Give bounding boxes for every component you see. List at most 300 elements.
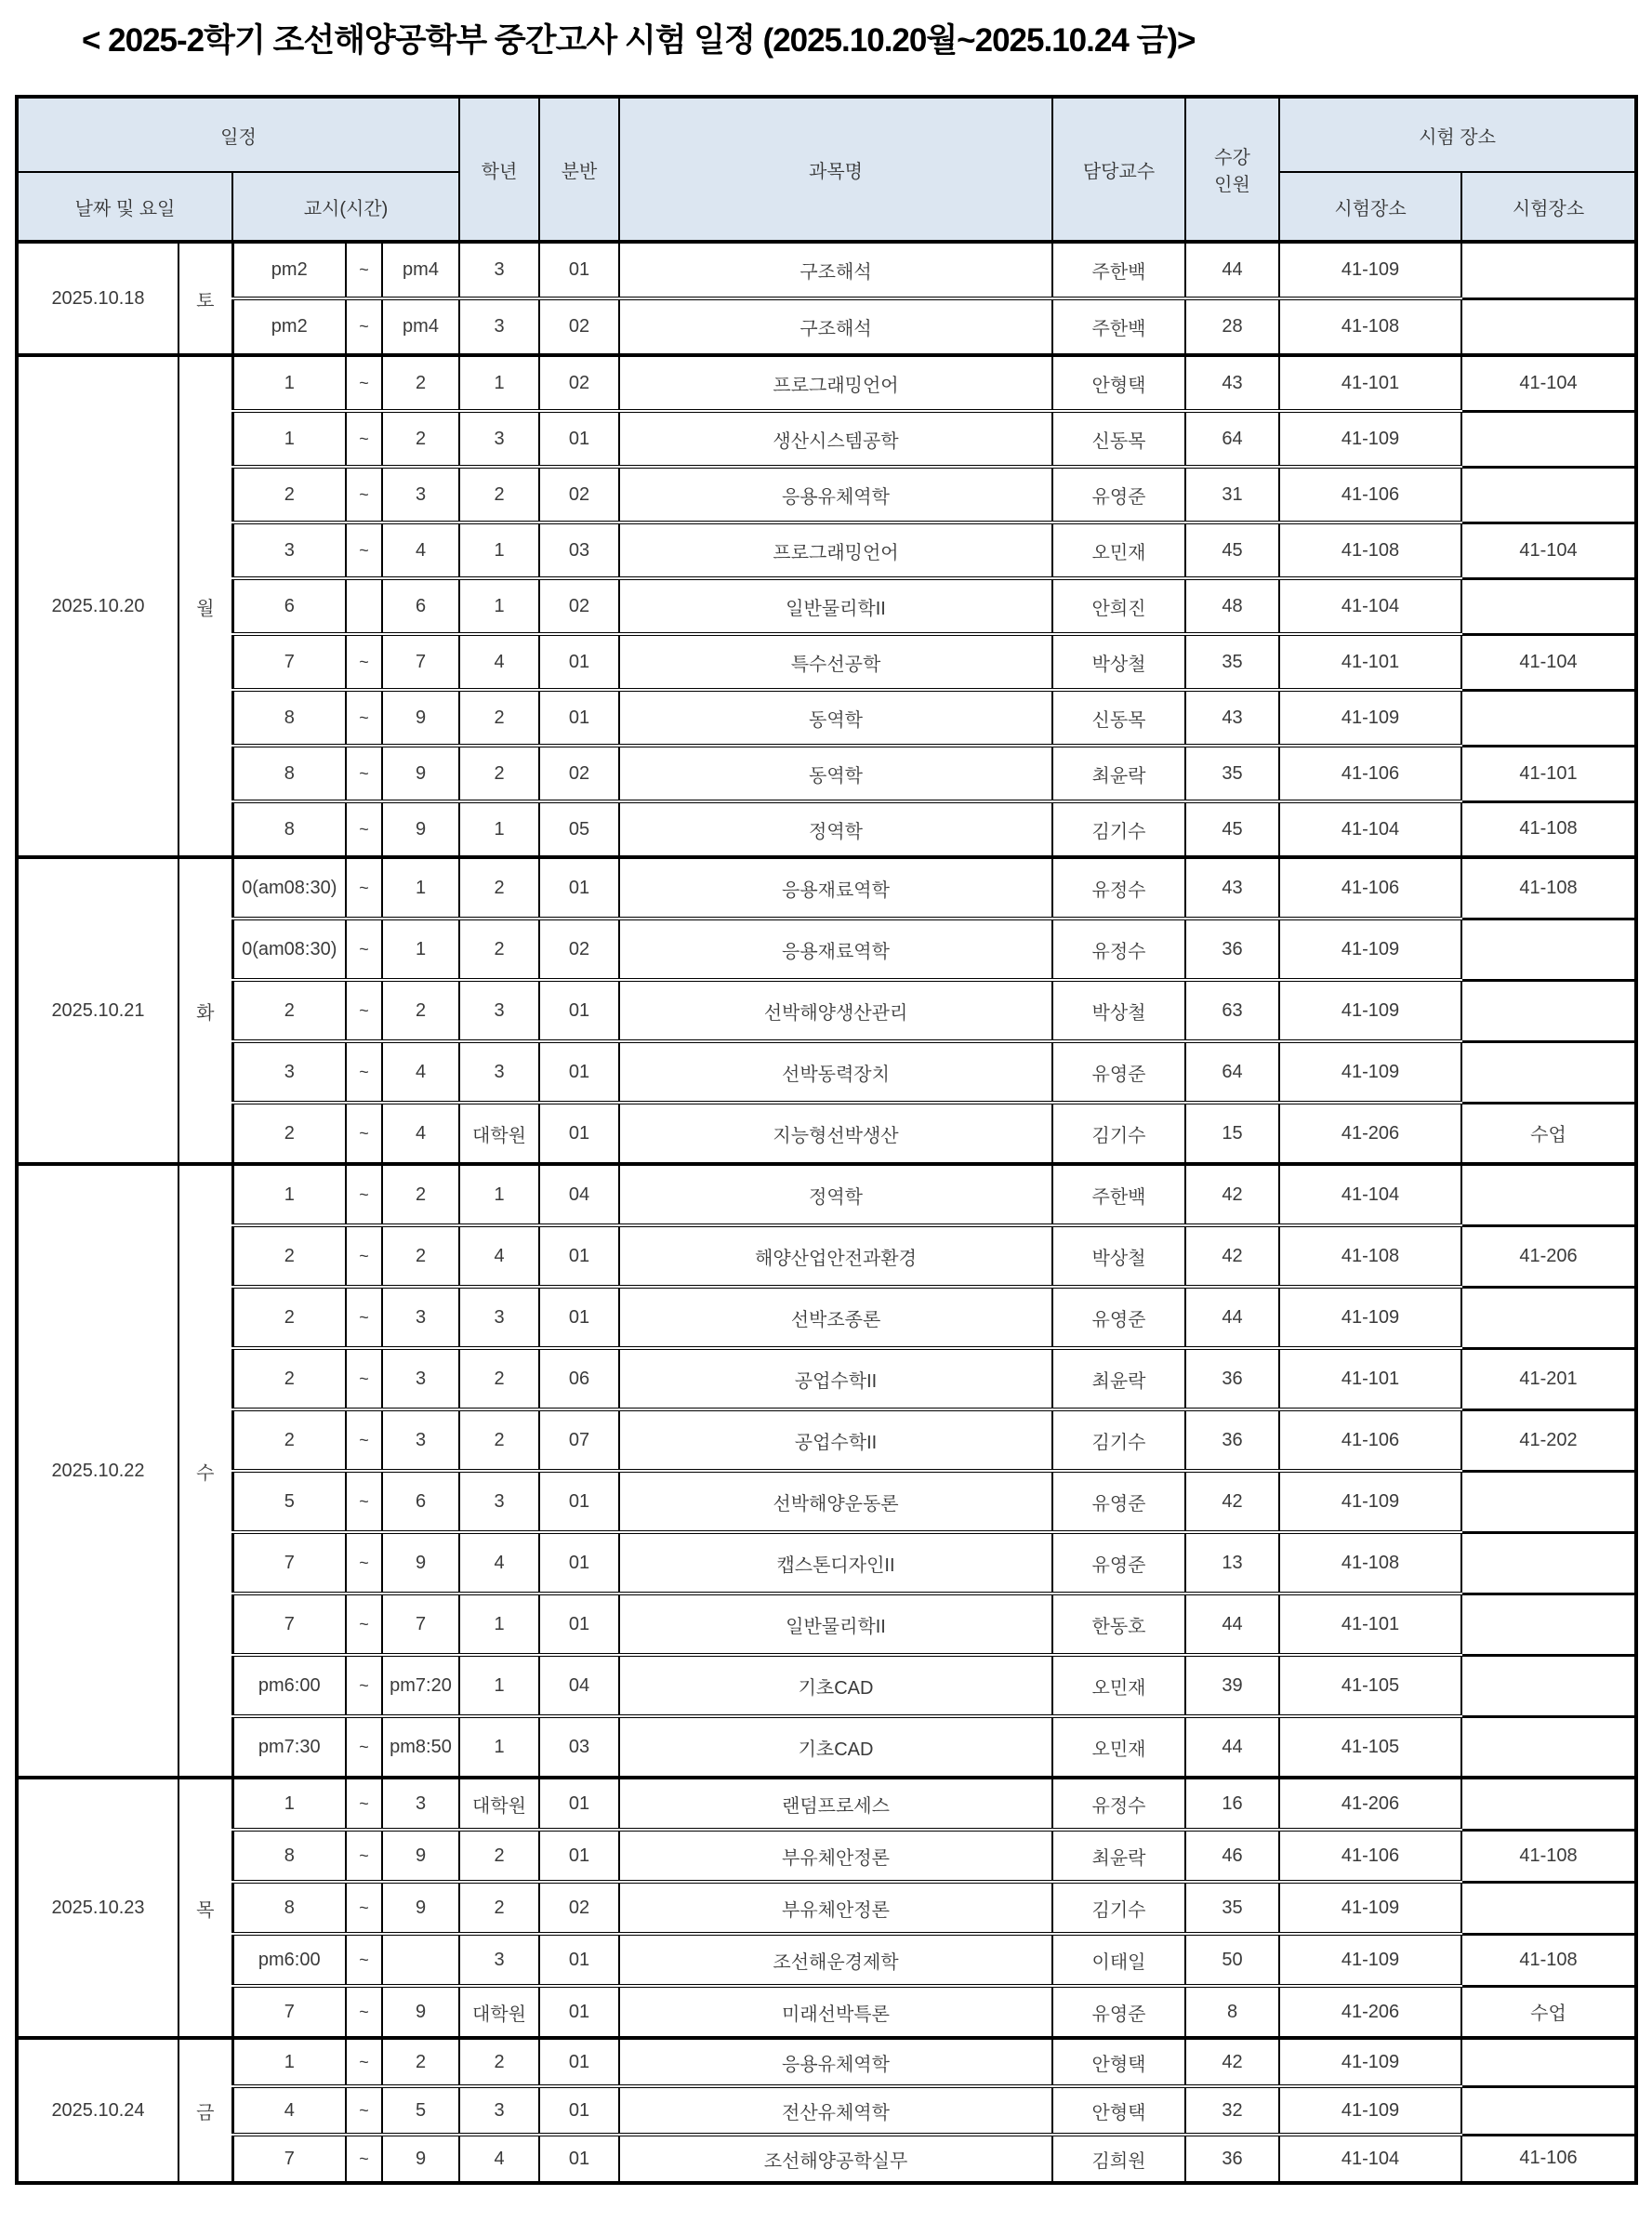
grade-cell: 2 [459,1830,539,1882]
room2-cell: 41-101 [1461,746,1636,801]
course-cell: 선박조종론 [619,1287,1052,1348]
period-end-cell: 9 [382,1532,459,1594]
section-cell: 04 [539,1655,619,1716]
date-cell: 2025.10.18 [17,242,178,355]
period-start-cell: 7 [232,1594,346,1655]
enrollment-cell: 16 [1185,1778,1279,1830]
grade-cell: 2 [459,919,539,980]
course-cell: 지능형선박생산 [619,1103,1052,1164]
course-cell: 동역학 [619,690,1052,746]
grade-cell: 3 [459,1287,539,1348]
section-cell: 01 [539,1934,619,1986]
period-end-cell: 9 [382,1986,459,2038]
enrollment-cell: 35 [1185,746,1279,801]
professor-cell: 신동목 [1052,690,1185,746]
tilde-cell: ~ [346,1882,382,1934]
period-end-cell: pm7:20 [382,1655,459,1716]
enrollment-cell: 45 [1185,801,1279,857]
period-end-cell: 6 [382,1471,459,1532]
room1-cell: 41-106 [1279,746,1461,801]
section-cell: 03 [539,522,619,578]
tilde-cell: ~ [346,1986,382,2038]
room2-cell [1461,298,1636,355]
tilde-cell: ~ [346,1830,382,1882]
tilde-cell: ~ [346,746,382,801]
table-row [17,1287,1636,1348]
enrollment-cell: 13 [1185,1532,1279,1594]
room1-cell: 41-101 [1279,355,1461,411]
enrollment-cell: 50 [1185,1934,1279,1986]
enrollment-cell: 44 [1185,1716,1279,1778]
table-row [17,1532,1636,1594]
room1-cell: 41-101 [1279,1348,1461,1409]
section-cell: 02 [539,1882,619,1934]
period-start-cell: 4 [232,2086,346,2135]
professor-cell: 박상철 [1052,634,1185,690]
period-start-cell: 6 [232,578,346,634]
table-row [17,1655,1636,1716]
course-cell: 미래선박특론 [619,1986,1052,2038]
period-end-cell: pm4 [382,242,459,298]
table-row [17,411,1636,467]
day-cell: 목 [178,1778,232,2038]
table-row [17,355,1636,411]
room1-cell: 41-109 [1279,919,1461,980]
period-end-cell: 9 [382,1882,459,1934]
room1-cell: 41-105 [1279,1655,1461,1716]
tilde-cell: ~ [346,1655,382,1716]
table-row [17,1830,1636,1882]
room1-cell: 41-109 [1279,242,1461,298]
tilde-cell: ~ [346,980,382,1041]
period-end-cell: 9 [382,1830,459,1882]
tilde-cell: ~ [346,1471,382,1532]
table-row [17,1409,1636,1471]
section-cell: 01 [539,857,619,919]
course-cell: 프로그래밍언어 [619,355,1052,411]
room2-cell: 41-108 [1461,801,1636,857]
grade-cell: 2 [459,1882,539,1934]
enrollment-cell: 35 [1185,1882,1279,1934]
grade-cell: 3 [459,1471,539,1532]
header-course: 과목명 [619,97,1052,242]
period-start-cell: 0(am08:30) [232,857,346,919]
period-start-cell: 2 [232,1287,346,1348]
period-end-cell: 2 [382,1164,459,1225]
tilde-cell: ~ [346,2038,382,2086]
course-cell: 기초CAD [619,1716,1052,1778]
professor-cell: 김기수 [1052,1409,1185,1471]
period-start-cell: 1 [232,1164,346,1225]
enrollment-cell: 8 [1185,1986,1279,2038]
grade-cell: 대학원 [459,1778,539,1830]
tilde-cell: ~ [346,522,382,578]
period-start-cell: 2 [232,1103,346,1164]
table-row [17,919,1636,980]
table-body [17,242,1636,2183]
section-cell: 01 [539,980,619,1041]
enrollment-cell: 32 [1185,2086,1279,2135]
room2-cell [1461,1594,1636,1655]
tilde-cell: ~ [346,2135,382,2183]
table-row [17,1164,1636,1225]
room2-cell [1461,1655,1636,1716]
period-start-cell: 2 [232,980,346,1041]
enrollment-cell: 42 [1185,1471,1279,1532]
room1-cell: 41-105 [1279,1716,1461,1778]
period-start-cell: 8 [232,801,346,857]
tilde-cell: ~ [346,242,382,298]
enrollment-cell: 64 [1185,1041,1279,1103]
tilde-cell: ~ [346,919,382,980]
period-end-cell: 7 [382,1594,459,1655]
enrollment-cell: 31 [1185,467,1279,522]
course-cell: 생산시스템공학 [619,411,1052,467]
course-cell: 특수선공학 [619,634,1052,690]
grade-cell: 4 [459,1225,539,1287]
course-cell: 조선해운경제학 [619,1934,1052,1986]
grade-cell: 2 [459,746,539,801]
table-row [17,1471,1636,1532]
course-cell: 조선해양공학실무 [619,2135,1052,2183]
professor-cell: 유영준 [1052,1041,1185,1103]
professor-cell: 한동호 [1052,1594,1185,1655]
grade-cell: 대학원 [459,1986,539,2038]
tilde-cell: ~ [346,857,382,919]
room1-cell: 41-206 [1279,1986,1461,2038]
period-end-cell: 2 [382,411,459,467]
table-row [17,578,1636,634]
professor-cell: 이태일 [1052,1934,1185,1986]
course-cell: 해양산업안전과환경 [619,1225,1052,1287]
table-row [17,690,1636,746]
period-start-cell: pm2 [232,298,346,355]
table-row [17,1041,1636,1103]
table-row [17,980,1636,1041]
date-cell: 2025.10.23 [17,1778,178,2038]
exam-schedule-table [15,95,1638,2185]
tilde-cell: ~ [346,1348,382,1409]
room2-cell [1461,1716,1636,1778]
table-row [17,634,1636,690]
period-start-cell: pm7:30 [232,1716,346,1778]
room2-cell [1461,2038,1636,2086]
professor-cell: 유정수 [1052,857,1185,919]
table-row [17,801,1636,857]
period-start-cell: 1 [232,1778,346,1830]
room1-cell: 41-109 [1279,2086,1461,2135]
tilde-cell: ~ [346,1225,382,1287]
grade-cell: 1 [459,1164,539,1225]
header-date-day: 날짜 및 요일 [17,172,232,242]
period-start-cell: pm6:00 [232,1934,346,1986]
enrollment-cell: 48 [1185,578,1279,634]
section-cell: 01 [539,1471,619,1532]
course-cell: 부유체안정론 [619,1882,1052,1934]
course-cell: 공업수학II [619,1348,1052,1409]
professor-cell: 유영준 [1052,1532,1185,1594]
room2-cell [1461,1041,1636,1103]
section-cell: 02 [539,919,619,980]
section-cell: 01 [539,1594,619,1655]
room1-cell: 41-106 [1279,1409,1461,1471]
professor-cell: 유영준 [1052,1986,1185,2038]
room2-cell: 41-104 [1461,522,1636,578]
professor-cell: 오민재 [1052,1655,1185,1716]
room1-cell: 41-108 [1279,1532,1461,1594]
section-cell: 06 [539,1348,619,1409]
header-section: 분반 [539,97,619,242]
course-cell: 랜덤프로세스 [619,1778,1052,1830]
header-schedule: 일정 [17,97,459,172]
professor-cell: 박상철 [1052,1225,1185,1287]
course-cell: 선박해양생산관리 [619,980,1052,1041]
room1-cell: 41-108 [1279,1225,1461,1287]
room2-cell: 41-206 [1461,1225,1636,1287]
professor-cell: 유정수 [1052,919,1185,980]
room1-cell: 41-104 [1279,2135,1461,2183]
professor-cell: 신동목 [1052,411,1185,467]
section-cell: 05 [539,801,619,857]
grade-cell: 1 [459,522,539,578]
room1-cell: 41-108 [1279,522,1461,578]
date-cell: 2025.10.22 [17,1164,178,1778]
course-cell: 프로그래밍언어 [619,522,1052,578]
course-cell: 선박동력장치 [619,1041,1052,1103]
grade-cell: 2 [459,1409,539,1471]
grade-cell: 2 [459,1348,539,1409]
room2-cell [1461,980,1636,1041]
table-header [17,97,1636,242]
room1-cell: 41-206 [1279,1103,1461,1164]
grade-cell: 4 [459,1532,539,1594]
room2-cell: 41-104 [1461,355,1636,411]
period-start-cell: 8 [232,690,346,746]
period-start-cell: 5 [232,1471,346,1532]
grade-cell: 1 [459,801,539,857]
section-cell: 01 [539,1778,619,1830]
course-cell: 기초CAD [619,1655,1052,1716]
room2-cell: 수업 [1461,1103,1636,1164]
course-cell: 응용재료역학 [619,919,1052,980]
professor-cell: 유영준 [1052,1471,1185,1532]
professor-cell: 박상철 [1052,980,1185,1041]
room2-cell [1461,1471,1636,1532]
room1-cell: 41-109 [1279,1471,1461,1532]
table-row [17,1594,1636,1655]
room1-cell: 41-109 [1279,1934,1461,1986]
header-professor: 담당교수 [1052,97,1185,242]
professor-cell: 김기수 [1052,801,1185,857]
tilde-cell: ~ [346,467,382,522]
professor-cell: 안형택 [1052,355,1185,411]
grade-cell: 2 [459,2038,539,2086]
professor-cell: 주한백 [1052,242,1185,298]
enrollment-cell: 42 [1185,2038,1279,2086]
room2-cell: 41-106 [1461,2135,1636,2183]
day-cell: 수 [178,1164,232,1778]
room2-cell [1461,690,1636,746]
period-start-cell: 0(am08:30) [232,919,346,980]
section-cell: 02 [539,578,619,634]
enrollment-cell: 42 [1185,1225,1279,1287]
professor-cell: 안형택 [1052,2038,1185,2086]
tilde-cell: ~ [346,1934,382,1986]
room1-cell: 41-104 [1279,1164,1461,1225]
section-cell: 02 [539,467,619,522]
section-cell: 04 [539,1164,619,1225]
tilde-cell: ~ [346,1716,382,1778]
grade-cell: 1 [459,1594,539,1655]
period-end-cell: 3 [382,1409,459,1471]
room2-cell [1461,1164,1636,1225]
header-enrollment [1185,97,1279,242]
course-cell: 선박해양운동론 [619,1471,1052,1532]
period-end-cell: 3 [382,1778,459,1830]
header-grade: 학년 [459,97,539,242]
course-cell: 응용재료역학 [619,857,1052,919]
enrollment-cell: 28 [1185,298,1279,355]
grade-cell: 3 [459,2086,539,2135]
period-end-cell: pm4 [382,298,459,355]
enrollment-cell: 35 [1185,634,1279,690]
section-cell: 01 [539,2086,619,2135]
room1-cell: 41-101 [1279,1594,1461,1655]
room2-cell: 41-108 [1461,1830,1636,1882]
period-end-cell: 6 [382,578,459,634]
enrollment-cell: 36 [1185,2135,1279,2183]
room1-cell: 41-109 [1279,690,1461,746]
enrollment-cell: 44 [1185,242,1279,298]
room1-cell: 41-109 [1279,1882,1461,1934]
period-end-cell: 1 [382,919,459,980]
table-row [17,522,1636,578]
header-enrollment-line1: 수강 [1214,148,1250,168]
section-cell: 02 [539,746,619,801]
header-exam-location-1: 시험장소 [1279,172,1461,242]
period-end-cell: 2 [382,980,459,1041]
period-end-cell: 2 [382,1225,459,1287]
section-cell: 01 [539,690,619,746]
room1-cell: 41-104 [1279,801,1461,857]
course-cell: 일반물리학II [619,578,1052,634]
tilde-cell: ~ [346,1287,382,1348]
professor-cell: 김희원 [1052,2135,1185,2183]
tilde-cell: ~ [346,1164,382,1225]
day-cell: 화 [178,857,232,1164]
professor-cell: 최윤락 [1052,746,1185,801]
tilde-cell: ~ [346,1103,382,1164]
header-exam-location-group: 시험 장소 [1279,97,1636,172]
room1-cell: 41-109 [1279,411,1461,467]
day-cell: 토 [178,242,232,355]
course-cell: 응용유체역학 [619,2038,1052,2086]
period-end-cell: 9 [382,690,459,746]
header-row-1 [17,97,1636,172]
period-end-cell: 1 [382,857,459,919]
room2-cell: 수업 [1461,1986,1636,2038]
period-start-cell: 8 [232,1882,346,1934]
period-end-cell: 9 [382,746,459,801]
section-cell: 01 [539,1287,619,1348]
course-cell: 구조해석 [619,242,1052,298]
section-cell: 07 [539,1409,619,1471]
header-enrollment-line2: 인원 [1214,175,1250,195]
date-cell: 2025.10.24 [17,2038,178,2183]
tilde-cell: ~ [346,1409,382,1471]
enrollment-cell: 39 [1185,1655,1279,1716]
professor-cell: 안희진 [1052,578,1185,634]
course-cell: 정역학 [619,1164,1052,1225]
tilde-cell: ~ [346,690,382,746]
table-row [17,2135,1636,2183]
table-row [17,1716,1636,1778]
grade-cell: 1 [459,1716,539,1778]
grade-cell: 1 [459,578,539,634]
grade-cell: 3 [459,411,539,467]
course-cell: 구조해석 [619,298,1052,355]
section-cell: 01 [539,1830,619,1882]
period-start-cell: 3 [232,522,346,578]
enrollment-cell: 36 [1185,919,1279,980]
tilde-cell [346,578,382,634]
room1-cell: 41-206 [1279,1778,1461,1830]
room2-cell: 41-108 [1461,1934,1636,1986]
section-cell: 02 [539,355,619,411]
table-row [17,242,1636,298]
tilde-cell: ~ [346,1778,382,1830]
period-end-cell: 3 [382,1348,459,1409]
room2-cell [1461,242,1636,298]
tilde-cell: ~ [346,2086,382,2135]
enrollment-cell: 63 [1185,980,1279,1041]
tilde-cell: ~ [346,801,382,857]
grade-cell: 1 [459,355,539,411]
period-end-cell: 4 [382,1103,459,1164]
period-start-cell: 2 [232,1348,346,1409]
tilde-cell: ~ [346,411,382,467]
enrollment-cell: 15 [1185,1103,1279,1164]
header-exam-location-2: 시험장소 [1461,172,1636,242]
period-start-cell: 8 [232,1830,346,1882]
enrollment-cell: 45 [1185,522,1279,578]
tilde-cell: ~ [346,355,382,411]
period-start-cell: 1 [232,355,346,411]
grade-cell: 1 [459,1655,539,1716]
period-end-cell: 9 [382,801,459,857]
course-cell: 동역학 [619,746,1052,801]
period-start-cell: 7 [232,2135,346,2183]
tilde-cell: ~ [346,634,382,690]
table-row [17,1103,1636,1164]
section-cell: 01 [539,411,619,467]
room2-cell [1461,1532,1636,1594]
table-row [17,1225,1636,1287]
header-period-time: 교시(시간) [232,172,459,242]
professor-cell: 최윤락 [1052,1830,1185,1882]
enrollment-cell: 46 [1185,1830,1279,1882]
period-start-cell: 2 [232,1409,346,1471]
page-title: < 2025-2학기 조선해양공학부 중간고사 시험 일정 (2025.10.20월~2025.10.24 금)> [82,22,1196,59]
room1-cell: 41-109 [1279,980,1461,1041]
professor-cell: 주한백 [1052,298,1185,355]
section-cell: 01 [539,2038,619,2086]
grade-cell: 4 [459,2135,539,2183]
course-cell: 부유체안정론 [619,1830,1052,1882]
grade-cell: 2 [459,857,539,919]
period-end-cell: 2 [382,2038,459,2086]
section-cell: 01 [539,1103,619,1164]
